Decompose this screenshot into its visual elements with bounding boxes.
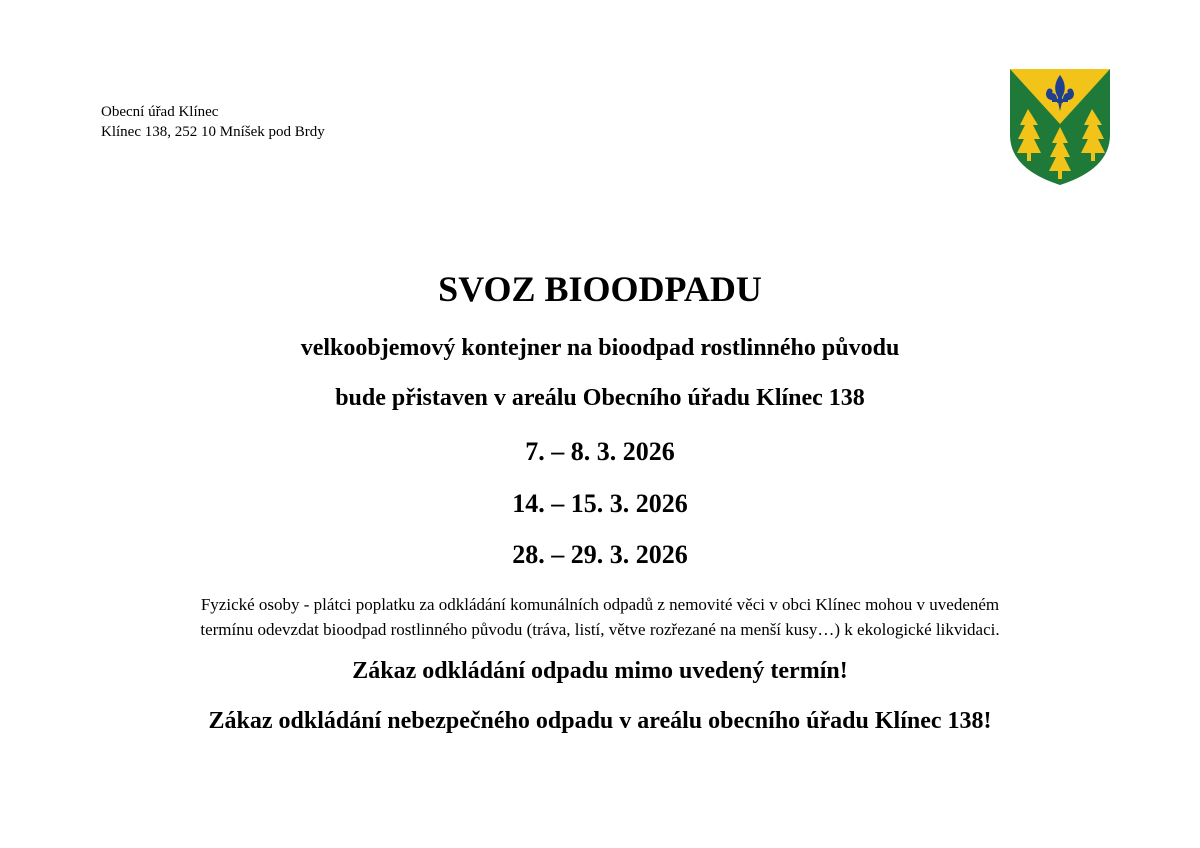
notice-subtitle: velkoobjemový kontejner na bioodpad rostlinného původu <box>300 335 900 361</box>
notice-title: SVOZ BIOODPADU <box>438 269 762 309</box>
sender-street: Klínec 138, 252 10 Mníšek pod Brdy <box>101 124 325 140</box>
paragraph-line-1: Fyzické osoby - plátci poplatku za odkládání komunálních odpadů z nemovité věci v obci Klínec mohou v uvedeném <box>200 595 1000 614</box>
sender-address <box>101 102 325 142</box>
collection-date-3: 28. – 29. 3. 2026 <box>512 540 688 569</box>
notice-location: bude přistaven v areálu Obecního úřadu Klínec 138 <box>335 385 865 411</box>
collection-date-2: 14. – 15. 3. 2026 <box>512 489 688 518</box>
warning-outside-dates: Zákaz odkládání odpadu mimo uvedený termín! <box>352 658 848 684</box>
collection-date-1: 7. – 8. 3. 2026 <box>525 437 675 466</box>
sender-name: Obecní úřad Klínec <box>101 104 219 120</box>
notice-paragraph <box>100 592 1100 642</box>
municipal-coat-of-arms-icon <box>1010 69 1110 185</box>
paragraph-line-2: termínu odevzdat bioodpad rostlinného původu (tráva, listí, větve rozřezané na menší kusy…) k ekologické likvidaci. <box>200 620 1000 639</box>
warning-hazardous-waste: Zákaz odkládání nebezpečného odpadu v areálu obecního úřadu Klínec 138! <box>208 708 992 734</box>
